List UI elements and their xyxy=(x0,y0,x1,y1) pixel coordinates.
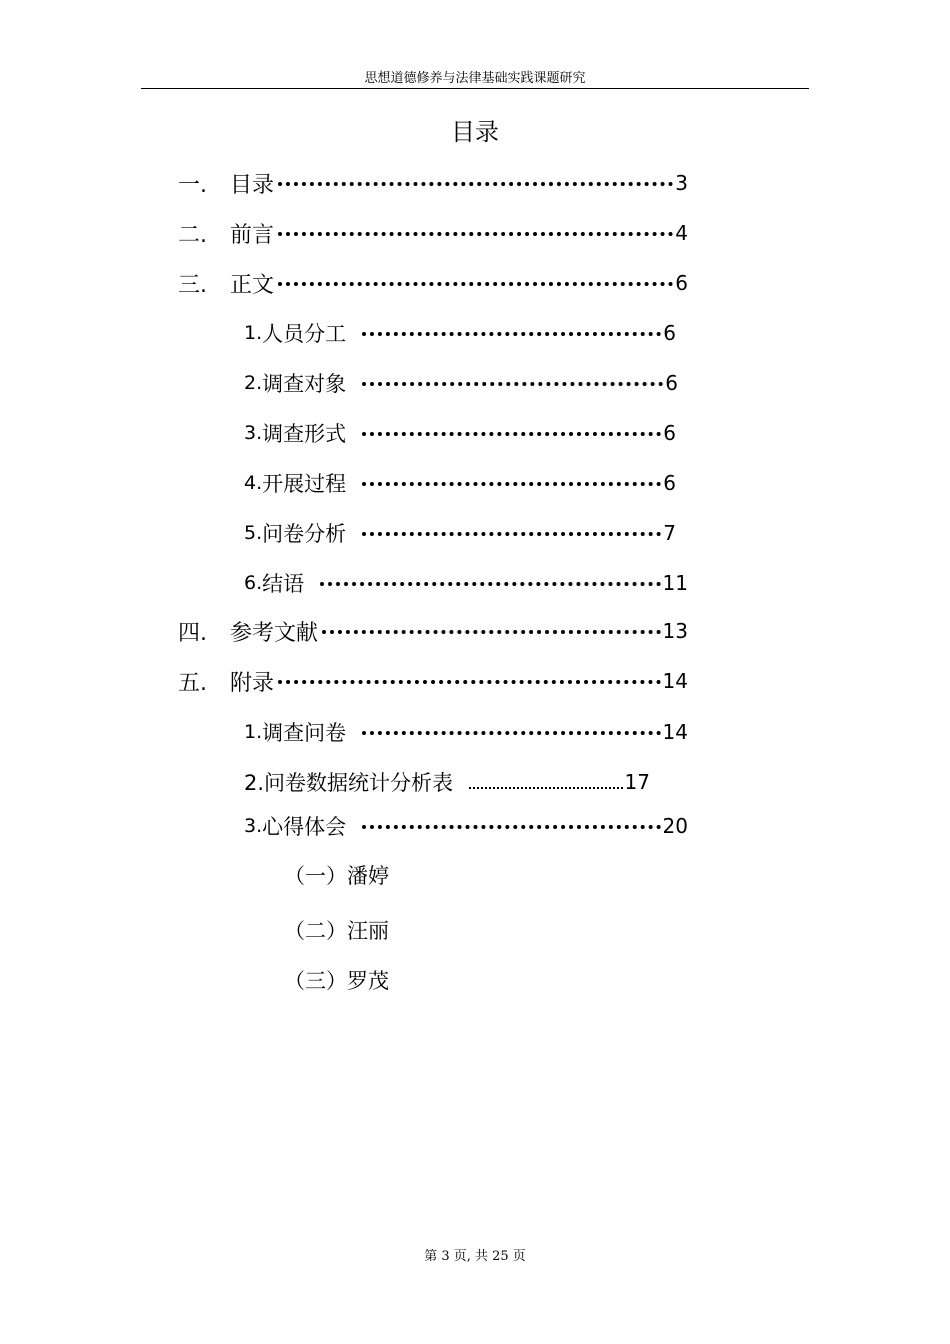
toc-entry-number: 6. xyxy=(244,572,263,594)
toc-entry-page: 6 xyxy=(675,271,688,295)
toc-entry-number: 五. xyxy=(178,670,207,696)
toc-entry-page: 14 xyxy=(662,669,688,693)
toc-entry-label: 附录 xyxy=(230,670,275,696)
dot-leader xyxy=(362,432,661,436)
toc-entry-number: 4. xyxy=(244,472,263,494)
toc-entry-number: 2. xyxy=(244,372,263,394)
dot-leader xyxy=(278,232,673,236)
dot-leader xyxy=(362,731,660,735)
toc-entry-page: 4 xyxy=(675,221,688,245)
toc-subentry-luomao[interactable]: （三）罗茂 xyxy=(284,969,389,993)
dot-leader xyxy=(362,532,661,536)
toc-entry-number: 5. xyxy=(244,522,263,544)
toc-entry-process[interactable] xyxy=(244,466,676,500)
toc-entry-intro-toc[interactable] xyxy=(178,166,688,200)
page-footer: 第 3 页, 共 25 页 xyxy=(424,1249,526,1264)
dot-leader xyxy=(278,282,673,286)
toc-entry-preface[interactable] xyxy=(178,216,688,250)
toc-subentry-wangli[interactable]: （二）汪丽 xyxy=(284,919,389,943)
dot-leader xyxy=(320,582,660,586)
toc-entry-label: 调查问卷 xyxy=(262,721,347,745)
toc-entry-page: 6 xyxy=(663,321,676,345)
dot-leader xyxy=(362,382,663,386)
toc-entry-number: 3. xyxy=(244,422,263,444)
toc-entry-label: 开展过程 xyxy=(262,472,347,496)
dot-leader xyxy=(278,182,673,186)
toc-entry-number: 3. xyxy=(244,815,263,837)
header-rule xyxy=(141,88,809,89)
running-header: 思想道德修养与法律基础实践课题研究 xyxy=(364,71,586,86)
toc-entry-label: 人员分工 xyxy=(262,322,347,346)
toc-entry-number: 一. xyxy=(178,172,207,198)
dot-leader xyxy=(362,332,661,336)
toc-entry-page: 3 xyxy=(675,171,688,195)
toc-entry-reflections[interactable] xyxy=(244,809,688,843)
toc-entry-label: 前言 xyxy=(230,222,275,248)
toc-entry-label: 目录 xyxy=(230,172,275,198)
dot-leader xyxy=(362,825,660,829)
toc-entry-number: 1. xyxy=(244,721,263,743)
toc-entry-main-text[interactable] xyxy=(178,266,688,300)
toc-entry-questionnaire[interactable] xyxy=(244,715,688,749)
toc-entry-label: 心得体会 xyxy=(262,815,347,839)
toc-entry-label: 结语 xyxy=(262,572,305,596)
toc-entry-number: 三. xyxy=(178,272,207,298)
toc-subentry-panting[interactable]: （一）潘婷 xyxy=(284,864,389,888)
dot-leader xyxy=(278,680,661,684)
toc-entry-survey-format[interactable] xyxy=(244,416,676,450)
toc-entry-page: 7 xyxy=(663,521,676,545)
toc-entry-number: 1. xyxy=(244,322,263,344)
toc-entry-data-statistics-table[interactable] xyxy=(244,765,650,799)
toc-entry-appendix[interactable] xyxy=(178,664,688,698)
toc-entry-questionnaire-analysis[interactable] xyxy=(244,516,676,550)
toc-title: 目录 xyxy=(451,118,499,146)
toc-entry-page: 17 xyxy=(624,770,650,794)
toc-entry-page: 20 xyxy=(662,814,688,838)
toc-entry-staff-division[interactable] xyxy=(244,316,676,350)
toc-entry-label: 问卷分析 xyxy=(262,522,347,546)
dot-leader xyxy=(362,482,661,486)
toc-entry-label: 调查形式 xyxy=(262,422,347,446)
toc-entry-survey-target[interactable] xyxy=(244,366,678,400)
toc-entry-number: 四. xyxy=(178,620,207,646)
toc-entry-label: 参考文献 xyxy=(230,620,319,646)
toc-entry-page: 6 xyxy=(663,421,676,445)
toc-entry-label: 2.问卷数据统计分析表 xyxy=(244,771,454,795)
toc-entry-number: 二. xyxy=(178,222,207,248)
toc-entry-page: 11 xyxy=(662,571,688,595)
dot-leader xyxy=(469,787,623,789)
toc-entry-references[interactable] xyxy=(178,614,688,648)
toc-entry-label: 正文 xyxy=(230,272,275,298)
toc-entry-page: 6 xyxy=(665,371,678,395)
toc-entry-page: 13 xyxy=(662,619,688,643)
toc-entry-label: 调查对象 xyxy=(262,372,347,396)
toc-entry-page: 6 xyxy=(663,471,676,495)
toc-entry-page: 14 xyxy=(662,720,688,744)
dot-leader xyxy=(322,630,661,634)
toc-entry-conclusion[interactable] xyxy=(244,566,688,600)
